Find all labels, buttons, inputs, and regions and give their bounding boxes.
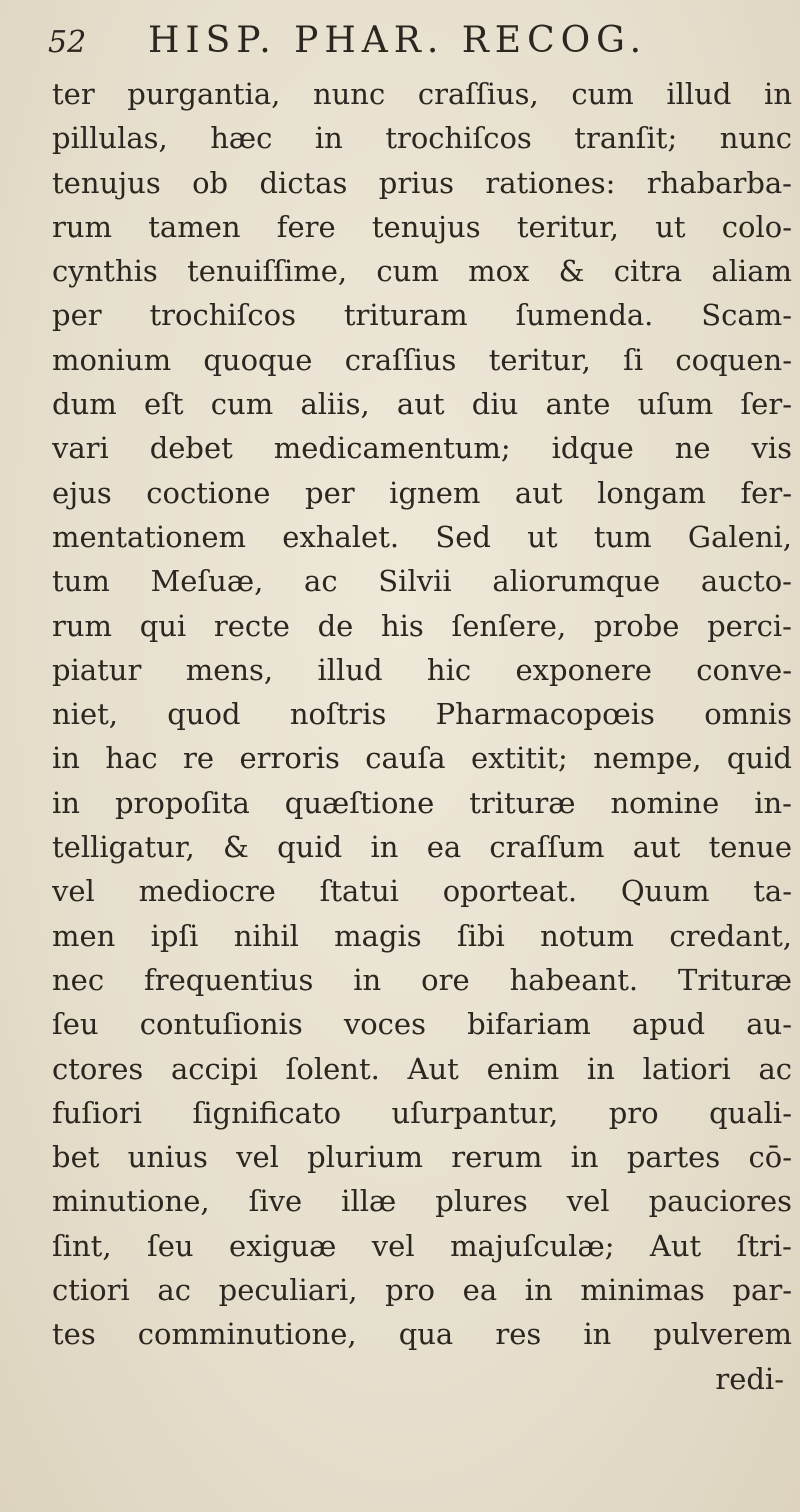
text-line: tum Meſuæ, ac Silvii aliorumque aucto- — [52, 564, 792, 599]
catchword: redi- — [715, 1361, 784, 1396]
text-line: bet unius vel plurium rerum in partes cō- — [52, 1140, 792, 1175]
text-line: mentationem exhalet. Sed ut tum Galeni, — [52, 519, 792, 554]
text-line: minutione, ſive illæ plures vel pauciores — [52, 1184, 792, 1219]
text-line: men ipſi nihil magis ſibi notum credant, — [52, 918, 792, 953]
text-line: in hac re erroris cauſa extitit; nempe, quid — [52, 741, 792, 776]
text-line: niet, quod noſtris Pharmacopœis omnis — [52, 697, 792, 732]
text-line: per trochiſcos trituram ſumenda. Scam- — [52, 298, 792, 333]
text-line: ctores accipi ſolent. Aut enim in latiori ac — [52, 1051, 792, 1086]
running-head: HISP. PHAR. RECOG. — [148, 20, 648, 61]
text-line: cynthis tenuiſſime, cum mox & citra aliam — [52, 254, 792, 289]
page-header — [48, 20, 768, 68]
text-line: monium quoque craſſius teritur, ſi coquen- — [52, 342, 792, 377]
text-line: nec frequentius in ore habeant. Trituræ — [52, 962, 792, 997]
text-line: ter purgantia, nunc craſſius, cum illud in — [52, 77, 792, 111]
text-line: in propoſita quæſtione trituræ nomine in- — [52, 785, 792, 820]
text-line: vari debet medicamentum; idque ne vis — [52, 431, 792, 466]
text-line: rum qui recte de his ſenſere, probe perci- — [52, 608, 792, 643]
text-line: ſeu contuſionis voces bifariam apud au- — [52, 1007, 792, 1042]
text-line: ejus coctione per ignem aut longam fer- — [52, 475, 792, 510]
page-number: 52 — [48, 25, 87, 60]
text-line: rum tamen fere tenujus teritur, ut colo- — [52, 209, 792, 244]
body-text — [52, 72, 792, 1401]
text-line: telligatur, & quid in ea craſſum aut tenue — [52, 830, 792, 865]
text-line: tenujus ob dictas prius rationes: rhabarba- — [52, 165, 792, 200]
text-line: fuſiori ſignificato uſurpantur, pro quali- — [52, 1095, 792, 1130]
text-line: tes comminutione, qua res in pulverem — [52, 1317, 792, 1352]
text-line: pillulas, hæc in trochiſcos tranſit; nunc — [52, 121, 792, 156]
text-line: dum eſt cum aliis, aut diu ante uſum ſer- — [52, 387, 792, 422]
text-line: vel mediocre ſtatui oporteat. Quum ta- — [52, 874, 792, 909]
text-line: piatur mens, illud hic exponere conve- — [52, 652, 792, 687]
text-line: ctiori ac peculiari, pro ea in minimas par- — [52, 1273, 792, 1308]
text-line: ſint, ſeu exiguæ vel majuſculæ; Aut ſtri- — [52, 1228, 792, 1263]
